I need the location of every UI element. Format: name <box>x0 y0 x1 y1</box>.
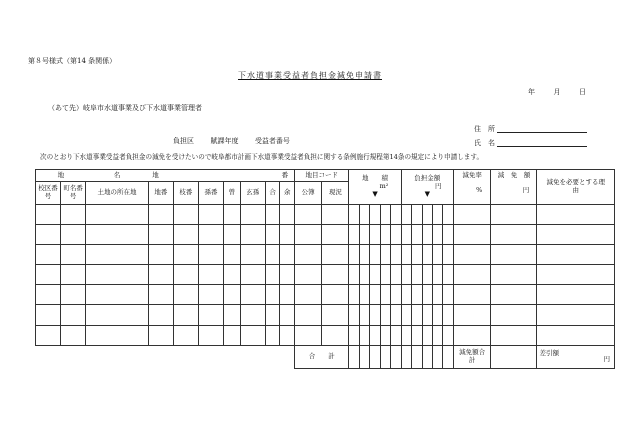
h-area: 地 積 m² ▼ <box>349 170 401 205</box>
date-month: 月 <box>553 88 561 96</box>
table-row[interactable] <box>36 305 615 325</box>
h-reason: 減免を必要とする理由 <box>537 170 615 205</box>
address-label: 住 所 <box>474 125 495 133</box>
date-year: 年 <box>528 88 535 96</box>
reduction-total-value[interactable] <box>491 345 537 368</box>
table-row[interactable] <box>36 325 615 345</box>
form-title: 下水道事業受益者負担金減免申請書 <box>238 71 382 80</box>
name-row <box>474 138 587 147</box>
table-row[interactable] <box>36 285 615 305</box>
meta-beneficiary-no: 受益者番号 <box>254 137 290 145</box>
h-so: 曽 <box>223 181 240 204</box>
h-yo: 余 <box>280 181 295 204</box>
deduction-cell[interactable] <box>537 345 615 368</box>
name-field[interactable] <box>497 138 587 147</box>
h-actual: 現況 <box>322 181 349 204</box>
deduction-label: 差引額 <box>539 349 559 358</box>
h-chiban: 地 番 <box>148 170 294 182</box>
h-town-no: 町名番号 <box>61 181 86 204</box>
h-land-code: 地目コード <box>295 170 349 182</box>
h-chi: 地 <box>36 170 86 182</box>
h-grand-no: 孫番 <box>198 181 223 204</box>
h-reduction: 減 免 額 円 <box>491 170 537 205</box>
deduction-unit: 円 <box>603 355 610 364</box>
name-label: 氏 名 <box>474 139 495 147</box>
header-row-1 <box>36 170 615 182</box>
area-arrow-icon: ▼ <box>372 190 378 199</box>
charge-arrow-icon: ▼ <box>424 190 430 199</box>
intro-text: 次のとおり下水道事業受益者負担金の減免を受けたいので岐阜都市計画下水道事業受益者負担に関する条例施行規程第14条の規定により申請します。 <box>40 153 484 161</box>
reduction-total-label: 減免額合 計 <box>453 345 491 368</box>
meta-fields <box>173 138 290 145</box>
h-school-no: 校区番号 <box>36 181 61 204</box>
application-table <box>35 169 615 369</box>
address-row <box>474 124 587 133</box>
h-genson: 玄孫 <box>240 181 265 204</box>
h-rate: 減免率 % <box>453 170 491 205</box>
address-field[interactable] <box>497 124 587 133</box>
table-row[interactable] <box>36 245 615 265</box>
table-row[interactable] <box>36 265 615 285</box>
h-land-location: 土地の所在地 <box>86 181 149 204</box>
total-label: 合 計 <box>295 345 349 368</box>
h-registry: 公簿 <box>295 181 322 204</box>
h-branch-no: 枝番 <box>173 181 198 204</box>
meta-year: 賦課年度 <box>210 137 239 145</box>
h-charge: 負担金額 円 ▼ <box>401 170 453 205</box>
h-mei: 名 <box>86 170 149 182</box>
form-number: 第８号様式（第14 条関係） <box>28 57 117 65</box>
total-row <box>36 345 615 368</box>
meta-district: 負担区 <box>173 137 194 145</box>
addressee: （あて先）岐阜市水道事業及び下水道事業管理者 <box>48 104 202 112</box>
table-row[interactable] <box>36 204 615 224</box>
date-day: 日 <box>578 88 586 96</box>
h-lot-no: 地番 <box>148 181 173 204</box>
table-row[interactable] <box>36 225 615 245</box>
h-go: 合 <box>265 181 280 204</box>
date-line <box>528 89 586 96</box>
